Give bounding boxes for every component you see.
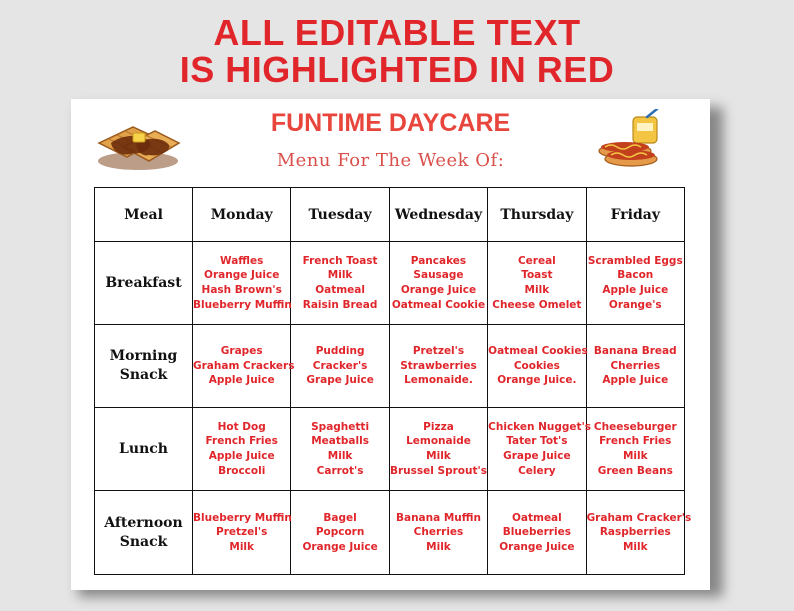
menu-item: French Toast — [302, 254, 378, 267]
menu-cell-lunch-tuesday — [291, 408, 389, 491]
menu-item: Blueberry Muffin — [193, 298, 292, 311]
header-row — [95, 188, 685, 242]
menu-item: Lemonaide. — [404, 374, 473, 387]
menu-item: Apple Juice — [602, 374, 669, 387]
menu-cell-lunch-monday — [193, 408, 291, 491]
menu-item: Milk — [327, 269, 353, 282]
row-breakfast — [95, 242, 685, 325]
menu-item: Spaghetti — [311, 420, 370, 433]
menu-item: Oatmeal Cookie — [391, 298, 486, 311]
menu-cell-breakfast-tuesday — [291, 242, 389, 325]
menu-item: Grape Juice — [306, 374, 374, 387]
menu-cell-morning-snack-wednesday — [389, 325, 487, 408]
menu-item: Graham Cracker's — [586, 511, 692, 524]
menu-item: Blueberries — [502, 526, 571, 539]
menu-item: Apple Juice — [208, 374, 275, 387]
menu-cell-morning-snack-friday — [586, 325, 684, 408]
row-label-breakfast — [95, 242, 193, 325]
menu-cell-afternoon-snack-friday — [586, 491, 692, 575]
menu-item: Milk — [426, 450, 451, 462]
menu-item: Meatballs — [311, 435, 369, 448]
menu-item: Green Beans — [597, 464, 673, 477]
menu-item: Pudding — [315, 345, 365, 358]
menu-cell-morning-snack-thursday — [488, 325, 586, 408]
menu-item: Raspberries — [599, 526, 671, 539]
menu-cell-breakfast-wednesday — [389, 242, 487, 325]
menu-item: Broccoli — [218, 464, 266, 477]
menu-item: Oatmeal Cookies — [488, 345, 588, 358]
menu-item: Apple Juice — [208, 450, 275, 462]
header-tuesday: Tuesday — [291, 188, 389, 242]
menu-item: Orange Juice — [302, 540, 378, 553]
menu-item: French Fries — [599, 435, 672, 448]
menu-item: Lemonaide — [406, 435, 471, 448]
menu-item: Graham Crackers — [193, 359, 295, 372]
row-lunch — [95, 408, 685, 491]
header-friday: Friday — [586, 188, 684, 242]
menu-item: Cereal — [517, 254, 556, 267]
menu-item: Cheese Omelet — [492, 298, 582, 311]
menu-item: Waffles — [220, 254, 264, 267]
menu-item: Cheeseburger — [593, 420, 677, 433]
menu-item: Milk — [229, 540, 255, 553]
weekly-menu-table — [94, 187, 692, 575]
menu-item: French Fries — [205, 435, 278, 448]
menu-item: Grape Juice — [503, 450, 571, 462]
menu-item: Milk — [622, 450, 648, 462]
row-label-line: Morning — [109, 348, 178, 364]
header-wednesday: Wednesday — [389, 188, 487, 242]
menu-item: Pretzel's — [412, 345, 465, 358]
menu-item: Orange Juice — [400, 284, 477, 296]
menu-item: Blueberry Muffin — [193, 511, 292, 524]
menu-subtitle: Menu For The Week Of: — [276, 150, 505, 171]
menu-item: Apple Juice — [602, 284, 669, 296]
menu-item: Popcorn — [315, 526, 365, 539]
menu-cell-lunch-friday — [586, 408, 684, 491]
menu-cell-afternoon-snack-monday — [193, 491, 291, 575]
menu-cell-morning-snack-monday — [193, 325, 295, 408]
menu-cell-afternoon-snack-thursday — [488, 491, 586, 575]
menu-item: Hash Brown's — [201, 284, 282, 296]
row-afternoon-snack — [95, 491, 685, 575]
menu-item: Orange Juice — [499, 540, 575, 553]
menu-item: Pretzel's — [216, 526, 268, 539]
menu-item: Pancakes — [410, 254, 467, 267]
banner-line-2: IS HIGHLIGHTED IN RED — [179, 49, 615, 90]
menu-item: Milk — [622, 540, 648, 553]
header-meal: Meal — [95, 188, 193, 242]
menu-card — [71, 99, 710, 590]
menu-item: Orange's — [608, 298, 662, 311]
menu-item: Orange Juice. — [497, 374, 577, 387]
row-label-line: Afternoon — [104, 514, 183, 531]
menu-cell-lunch-thursday — [488, 408, 592, 491]
header-monday: Monday — [193, 188, 291, 242]
menu-cell-afternoon-snack-wednesday — [389, 491, 487, 575]
menu-item: Sausage — [413, 269, 464, 282]
menu-item: Cracker's — [312, 359, 368, 372]
banner-heading — [0, 14, 794, 88]
menu-item: Grapes — [220, 345, 263, 358]
daycare-title: FUNTIME DAYCARE — [270, 109, 511, 137]
menu-item: Milk — [327, 450, 353, 462]
menu-item: Scrambled Eggs — [587, 254, 683, 267]
menu-item: Banana Bread — [593, 345, 677, 358]
menu-cell-lunch-wednesday — [389, 408, 487, 491]
menu-item: Oatmeal — [315, 284, 365, 296]
menu-cell-morning-snack-tuesday — [291, 325, 389, 408]
row-label-afternoon-snack — [95, 491, 193, 575]
row-label-line: Snack — [119, 367, 168, 383]
menu-item: Hot Dog — [217, 420, 266, 433]
row-label-morning-snack — [95, 325, 193, 408]
menu-item: Cherries — [413, 526, 464, 539]
menu-item: Carrot's — [316, 464, 364, 477]
menu-item: Milk — [426, 540, 451, 553]
menu-item: Bagel — [323, 511, 357, 524]
menu-item: Celery — [518, 464, 556, 477]
menu-cell-afternoon-snack-tuesday — [291, 491, 389, 575]
row-label-line: Lunch — [119, 440, 168, 457]
menu-item: Pizza — [423, 420, 454, 433]
row-label-line: Breakfast — [105, 274, 182, 291]
menu-item: Cookies — [513, 359, 560, 372]
menu-item: Strawberries — [400, 359, 477, 372]
menu-item: Raisin Bread — [302, 298, 378, 311]
banner-line-1: ALL EDITABLE TEXT — [213, 12, 581, 53]
menu-item: Toast — [521, 269, 553, 282]
menu-cell-breakfast-friday — [586, 242, 684, 325]
menu-item: Oatmeal — [511, 511, 562, 524]
menu-item: Milk — [524, 284, 550, 296]
row-morning-snack — [95, 325, 685, 408]
menu-item: Chicken Nugget's — [488, 420, 592, 433]
row-label-line: Snack — [119, 533, 168, 550]
menu-item: Orange Juice — [204, 269, 280, 282]
menu-item: Cherries — [610, 359, 661, 372]
menu-cell-breakfast-monday — [193, 242, 291, 325]
header-thursday: Thursday — [488, 188, 586, 242]
menu-item: Brussel Sprout's — [389, 464, 487, 477]
menu-item: Bacon — [617, 269, 654, 282]
menu-item: Banana Muffin — [395, 511, 481, 524]
menu-cell-breakfast-thursday — [488, 242, 586, 325]
menu-item: Tater Tot's — [506, 435, 568, 448]
row-label-lunch — [95, 408, 193, 491]
